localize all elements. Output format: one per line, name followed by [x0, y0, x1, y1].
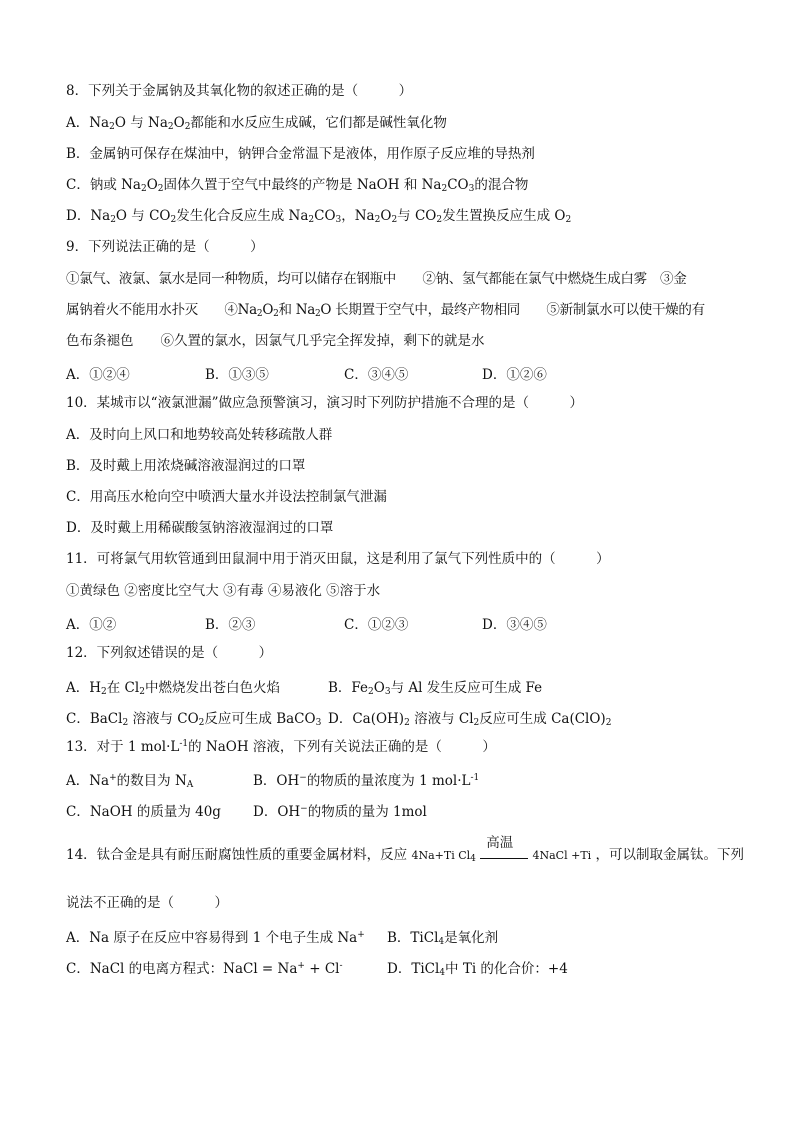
q14-option-c: C．NaCl 的电离方程式：NaCl = Na+ + Cl-	[66, 961, 343, 977]
q8-option-d: D．$Na_2O$ 与 $CO_2$发生化合反应生成 $Na_2CO_3$，$Na_2O_2$与 $CO_2$发生置换反应生成 $O_2$	[66, 208, 572, 225]
q14-option-b: B．TiCl$_4$是氧化剂	[387, 930, 499, 947]
q8-option-c: C．钠或 $Na_2O_2$固体久置于空气中最终的产物是 NaOH 和 $Na_2CO_3$的混合物	[66, 177, 529, 194]
q12-stem: 12．下列叙述错误的是（ ）	[66, 645, 273, 661]
q9-option-a: A．①②④	[66, 367, 130, 383]
q12-option-c: C．BaCl$_2$ 溶液与 $CO_2$反应可生成 BaCO$_3$	[66, 711, 322, 728]
q9-option-b: B．①③⑤	[205, 367, 269, 383]
q14-option-a: A．Na 原子在反应中容易得到 1 个电子生成 Na+	[66, 930, 365, 946]
q14-option-d: D．TiCl$_4$中 Ti 的化合价：+4	[387, 961, 568, 978]
q12-option-a: A．$H_2$在 $Cl_2$中燃烧发出苍白色火焰	[66, 680, 280, 697]
q13-option-d: D．OH−的物质的量为 1mol	[253, 804, 427, 820]
q14-equation-products: 4NaCl +Ti	[532, 849, 592, 862]
q10-option-c: C．用高压水枪向空中喷洒大量水并设法控制氯气泄漏	[66, 489, 387, 505]
q8-option-b: B．金属钠可保存在煤油中，钠钾合金常温下是液体，用作原子反应堆的导热剂	[66, 146, 535, 162]
q14-stem: 14．钛合金是具有耐压耐腐蚀性质的重要金属材料，反应 4Na+Ti $Cl_4$ 高温 4NaCl +Ti ，可以制取金属钛。下列	[66, 835, 744, 864]
q14-equation-reactants: 4Na+Ti $Cl_4$	[411, 849, 476, 864]
q14-stem-line-2: 说法不正确的是（ ）	[66, 895, 228, 911]
q8-stem: 8．下列关于金属钠及其氧化物的叙述正确的是（ ）	[66, 83, 413, 99]
q9-statement-line-3: 色布条褪色 ⑥久置的氯水，因氯气几乎完全挥发掉，剩下的就是水	[66, 333, 485, 349]
q13-option-b: B．OH−的物质的量浓度为 1 $mol\cdot L^{-1}$	[253, 773, 480, 789]
q11-option-d: D．③④⑤	[482, 617, 547, 633]
q9-option-c: C．③④⑤	[344, 367, 409, 383]
q9-stem: 9．下列说法正确的是（ ）	[66, 239, 264, 255]
q11-option-b: B．②③	[205, 617, 256, 633]
q11-stem: 11．可将氯气用软管通到田鼠洞中用于消灭田鼠，这是利用了氯气下列性质中的（ ）	[66, 551, 610, 567]
q8-option-a: A．$Na_2O$ 与 $Na_2O_2$都能和水反应生成碱，它们都是碱性氧化物	[66, 115, 447, 132]
q10-option-b: B．及时戴上用浓烧碱溶液湿润过的口罩	[66, 458, 306, 474]
q12-option-d: D．$Ca(OH)_2$ 溶液与 $Cl_2$反应可生成 $Ca(ClO)_2$	[328, 711, 612, 728]
q13-option-c: C．NaOH 的质量为 40g	[66, 804, 221, 820]
q11-option-c: C．①②③	[344, 617, 409, 633]
q13-option-a: A．Na+的数目为 $N_A$	[66, 773, 194, 790]
q11-properties: ①黄绿色 ②密度比空气大 ③有毒 ④易液化 ⑤溶于水	[66, 583, 381, 599]
q9-statement-line-1: ①氯气、液氯、氯水是同一种物质，均可以储存在钢瓶中 ②钠、氢气都能在氯气中燃烧生成白雾 ③金	[66, 271, 687, 287]
q11-option-a: A．①②	[66, 617, 117, 633]
q14-equation-arrow	[480, 835, 528, 859]
q9-statement-line-2: 属钠着火不能用水扑灭 $④Na_2O_2$和 $Na_2O$ 长期置于空气中，最终产物相同 ⑤新制氯水可以使干燥的有	[66, 302, 705, 319]
q10-option-a: A．及时向上风口和地势较高处转移疏散人群	[66, 427, 333, 443]
q12-option-b: B．$Fe_2O_3$与 Al 发生反应可生成 Fe	[328, 680, 543, 697]
q13-stem: 13．对于 1 $mol\cdot L^{-1}$的 NaOH 溶液，下列有关说法正确的是（ ）	[66, 739, 496, 755]
q9-option-d: D．①②⑥	[482, 367, 547, 383]
q10-stem: 10．某城市以“液氯泄漏”做应急预警演习，演习时下列防护措施不合理的是（ ）	[66, 395, 583, 411]
q10-option-d: D．及时戴上用稀碳酸氢钠溶液湿润过的口罩	[66, 520, 334, 536]
q14-equation-condition: 高温	[486, 835, 514, 851]
